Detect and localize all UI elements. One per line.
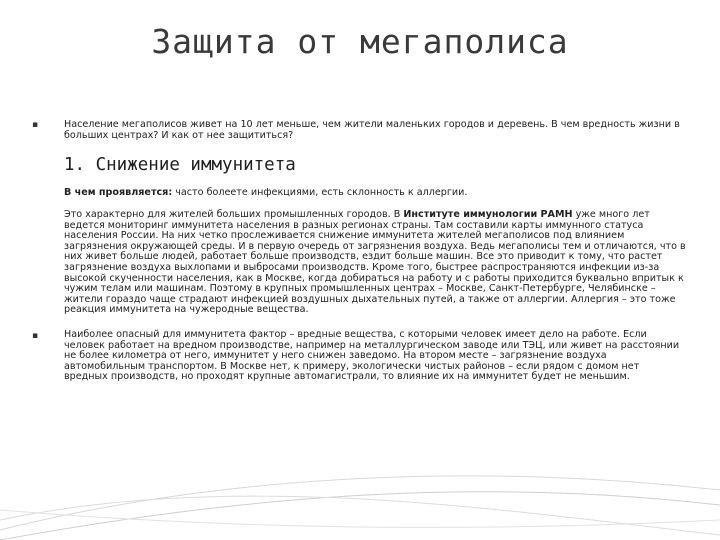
manifestation-line <box>64 187 684 198</box>
intro-paragraph: Население мегаполисов живет на 10 лет меньше, чем жители маленьких городов и деревень. В чем вредность жизни в больших центрах? И как от нее защититься? <box>64 119 680 141</box>
decorative-curves <box>0 440 720 540</box>
slide-title: Защита от мегаполиса <box>151 22 569 61</box>
body-paragraph-1 <box>64 210 686 316</box>
manifestation-text: часто болеете инфекциями, есть склонность к аллергии. <box>172 187 468 198</box>
para1-end: уже много лет ведется мониторинг иммунитета населения в разных регионах страны. Там составили карты иммунного статуса населения России. На них четко прослеживается снижение иммунитета жителей мегаполисов под влиянием загрязнения окружающей среды. И в первую очередь от загрязнения воздуха. Ведь мегаполисы тем и отличаются, что в них живет больше людей, работает больше производств, ездит больше машин. Все это приводит к тому, что растет загрязнение воздуха выхлопами и выбросами производств. Кроме того, быстрее распространяются инфекции из-за высокой скученности населения, как в Москве, когда добираться на работу и с работы приходится буквально впритык к чужим телам или машинам. Поэтому в крупных промышленных центрах – Москве, Санкт-Петербурге, Челябинске – жители гораздо чаще страдают инфекцией воздушных дыхательных путей, а также от аллергии. Аллергия – это тоже реакция иммунитета на чужеродные вещества. <box>64 209 686 316</box>
institute-name: Институте иммунологии РАМН <box>403 209 573 220</box>
body-paragraph-2: Наиболее опасный для иммунитета фактор – вредные вещества, с которыми человек имеет дело на работе. Если человек работает на вредном производстве, например на металлургическом заводе или ТЭЦ, или живет на расстоянии не более километра от него, иммунитет у него снижен заведомо. На втором месте – загрязнение воздуха автомобильным транспортом. В Москве нет, к примеру, экологически чистых районов – если рядом с домом нет вредных производств, но проходят крупные автомагистрали, то влияние их на иммунитет будет не меньшим. <box>64 329 680 383</box>
manifestation-label: В чем проявляется: <box>64 187 173 198</box>
section-heading: 1. Снижение иммунитета <box>64 155 296 175</box>
bullet-marker: ▪ <box>32 120 39 130</box>
para1-start: Это характерно для жителей больших промышленных городов. В <box>64 209 404 220</box>
bullet-marker: ▪ <box>32 331 39 341</box>
